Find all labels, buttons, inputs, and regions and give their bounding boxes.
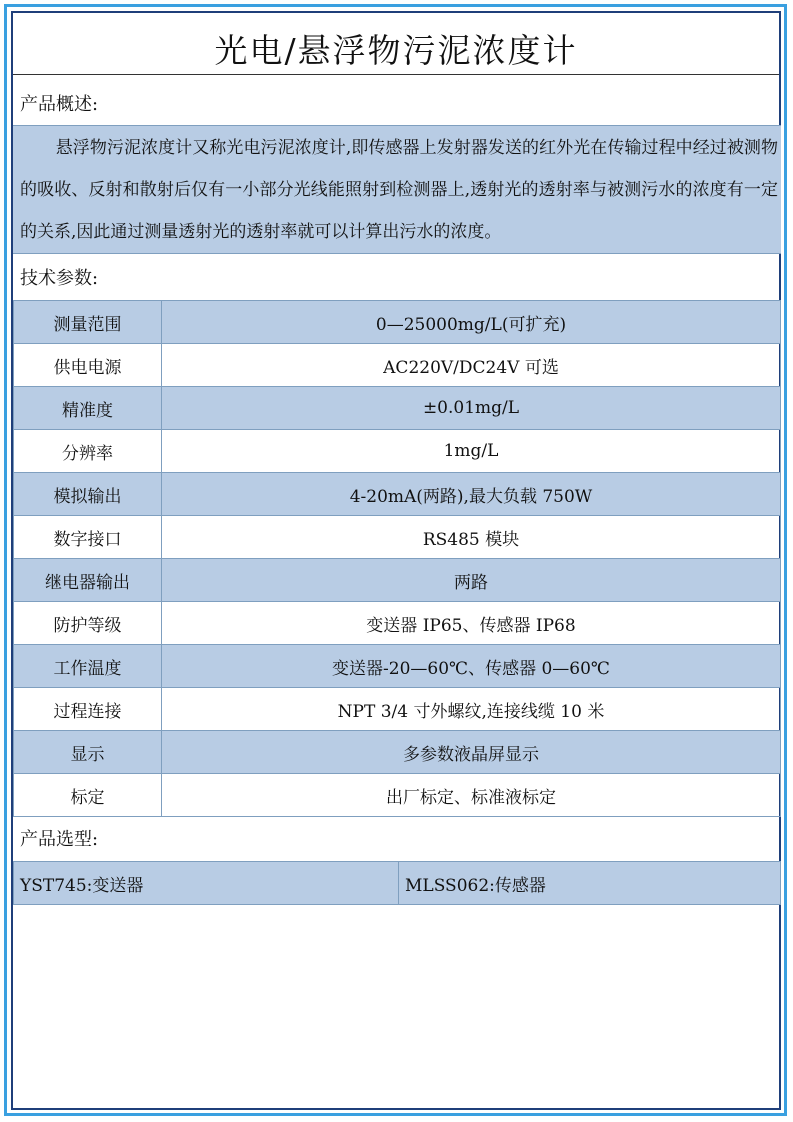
spec-label: 供电电源	[14, 344, 162, 387]
spec-label: 模拟输出	[14, 473, 162, 516]
spec-label: 防护等级	[14, 602, 162, 645]
spec-row-connection	[14, 688, 781, 731]
overview-text: 悬浮物污泥浓度计又称光电污泥浓度计,即传感器上发射器发送的红外光在传输过程中经过被测物的吸收、反射和散射后仅有一小部分光线能照射到检测器上,透射光的透射率与被测污水的浓度有一定的关系,因此通过测量透射光的透射率就可以计算出污水的浓度。	[20, 138, 778, 242]
spec-value: NPT 3/4 寸外螺纹,连接线缆 10 米	[162, 688, 781, 731]
page-title: 光电/悬浮物污泥浓度计	[214, 31, 578, 70]
spec-value: 变送器-20—60℃、传感器 0—60℃	[162, 645, 781, 688]
title-divider	[13, 74, 779, 75]
spec-row-accuracy	[14, 387, 781, 430]
spec-value: 出厂标定、标准液标定	[162, 774, 781, 817]
model-row	[14, 862, 781, 905]
spec-label: 数字接口	[14, 516, 162, 559]
spec-value: 0—25000mg/L(可扩充)	[162, 301, 781, 344]
spec-row-protection	[14, 602, 781, 645]
overview-heading: 产品概述:	[20, 94, 99, 115]
spec-label: 分辨率	[14, 430, 162, 473]
model-sensor: MLSS062:传感器	[399, 862, 781, 905]
spec-label: 工作温度	[14, 645, 162, 688]
spec-value: ±0.01mg/L	[162, 387, 781, 430]
spec-row-analog-output	[14, 473, 781, 516]
spec-label: 精准度	[14, 387, 162, 430]
models-heading: 产品选型:	[20, 829, 99, 850]
spec-value: 1mg/L	[162, 430, 781, 473]
spec-value: RS485 模块	[162, 516, 781, 559]
spec-value: AC220V/DC24V 可选	[162, 344, 781, 387]
spec-row-digital-interface	[14, 516, 781, 559]
spec-table	[13, 300, 781, 817]
spec-label: 测量范围	[14, 301, 162, 344]
spec-row-range	[14, 301, 781, 344]
spec-value: 变送器 IP65、传感器 IP68	[162, 602, 781, 645]
spec-label: 过程连接	[14, 688, 162, 731]
spec-value: 两路	[162, 559, 781, 602]
spec-row-temperature	[14, 645, 781, 688]
spec-row-calibration	[14, 774, 781, 817]
model-transmitter: YST745:变送器	[14, 862, 399, 905]
spec-row-power	[14, 344, 781, 387]
spec-row-relay-output	[14, 559, 781, 602]
spec-label: 继电器输出	[14, 559, 162, 602]
model-table	[13, 861, 781, 905]
spec-value: 多参数液晶屏显示	[162, 731, 781, 774]
spec-value: 4-20mA(两路),最大负载 750W	[162, 473, 781, 516]
spec-row-display	[14, 731, 781, 774]
spec-label: 显示	[14, 731, 162, 774]
spec-row-resolution	[14, 430, 781, 473]
spec-label: 标定	[14, 774, 162, 817]
specs-heading: 技术参数:	[20, 268, 99, 289]
